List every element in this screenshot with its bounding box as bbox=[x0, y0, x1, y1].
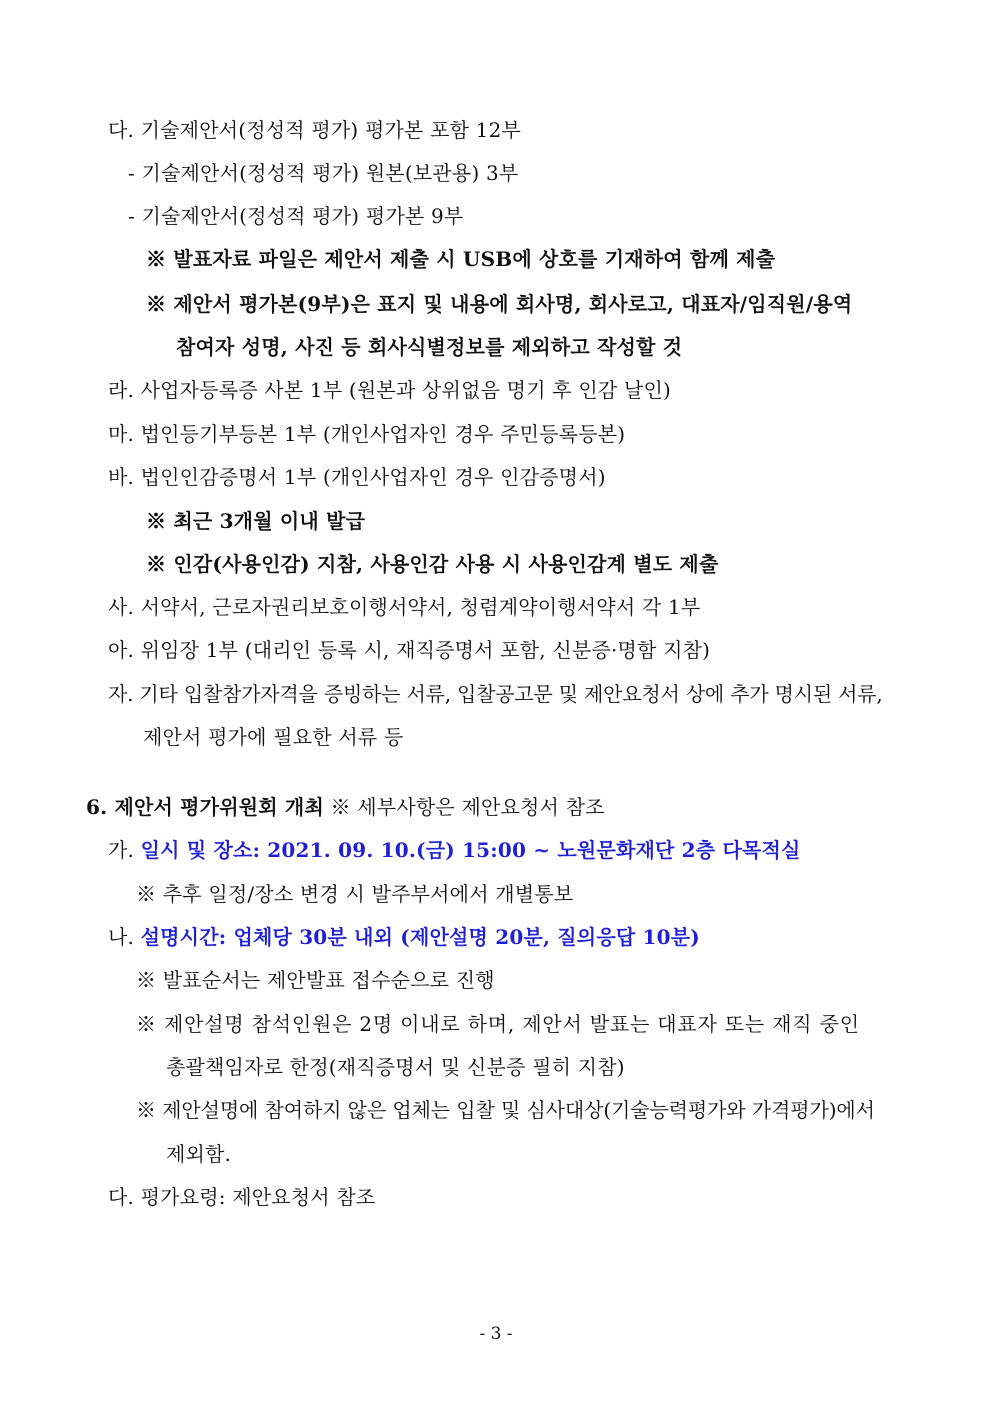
item-da-evaluation-guide: 다. 평가요령: 제안요청서 참조 bbox=[108, 1185, 376, 1209]
item-na-text: 설명시간: 업체당 30분 내외 (제안설명 20분, 질의응답 10분) bbox=[140, 925, 700, 949]
item-a-power-of-attorney: 아. 위임장 1부 (대리인 등록 시, 재직증명서 포함, 신분증·명함 지참) bbox=[108, 638, 711, 662]
item-ba-seal-certificate: 바. 법인인감증명서 1부 (개인사업자인 경우 인감증명서) bbox=[108, 465, 606, 489]
item-ga-text: 일시 및 장소: 2021. 09. 10.(금) 15:00 ~ 노원문화재단 2층 다목적실 bbox=[140, 838, 801, 862]
item-na-prefix: 나. bbox=[108, 925, 135, 949]
item-ja-other-documents: 자. 기타 입찰참가자격을 증빙하는 서류, 입찰공고문 및 제안요청서 상에 추가 명시된 서류, bbox=[108, 682, 883, 706]
note-non-participation-cont: 제외함. bbox=[166, 1142, 232, 1166]
note-usb-submission: ※ 발표자료 파일은 제안서 제출 시 USB에 상호를 기재하여 함께 제출 bbox=[146, 247, 776, 271]
item-da-technical-proposal: 다. 기술제안서(정성적 평가) 평가본 포함 12부 bbox=[108, 118, 522, 142]
item-sa-pledges: 사. 서약서, 근로자권리보호이행서약서, 청렴계약이행서약서 각 1부 bbox=[108, 595, 701, 619]
note-evaluation-copy-anonymity: ※ 제안서 평가본(9부)은 표지 및 내용에 회사명, 회사로고, 대표자/임직원/용역 bbox=[146, 292, 853, 316]
note-evaluation-copy-anonymity-cont: 참여자 성명, 사진 등 회사식별정보를 제외하고 작성할 것 bbox=[176, 335, 683, 359]
sub-item-original: - 기술제안서(정성적 평가) 원본(보관용) 3부 bbox=[128, 161, 519, 185]
item-ma-corporate-registry: 마. 법인등기부등본 1부 (개인사업자인 경우 주민등록등본) bbox=[108, 422, 626, 446]
note-seal-bring: ※ 인감(사용인감) 지참, 사용인감 사용 시 사용인감계 별도 제출 bbox=[146, 552, 719, 576]
section-6-note: ※ 세부사항은 제안요청서 참조 bbox=[330, 795, 605, 819]
note-attendees-cont: 총괄책임자로 한정(재직증명서 및 신분증 필히 지참) bbox=[166, 1055, 625, 1079]
section-6-title: 6. 제안서 평가위원회 개최 bbox=[86, 795, 324, 819]
note-recent-issue: ※ 최근 3개월 이내 발급 bbox=[146, 509, 366, 533]
item-na-presentation-time bbox=[108, 923, 700, 951]
note-attendees: ※ 제안설명 참석인원은 2명 이내로 하며, 제안서 발표는 대표자 또는 재직 중인 bbox=[136, 1012, 860, 1036]
item-ja-other-documents-cont: 제안서 평가에 필요한 서류 등 bbox=[143, 725, 404, 749]
item-ga-prefix: 가. bbox=[108, 838, 135, 862]
note-non-participation: ※ 제안설명에 참여하지 않은 업체는 입찰 및 심사대상(기술능력평가와 가격평가)에서 bbox=[136, 1098, 875, 1122]
sub-item-evaluation-copy: - 기술제안서(정성적 평가) 평가본 9부 bbox=[128, 204, 464, 228]
item-ga-date-place bbox=[108, 836, 801, 864]
item-ra-business-registration: 라. 사업자등록증 사본 1부 (원본과 상위없음 명기 후 인감 날인) bbox=[108, 378, 671, 402]
section-6-heading bbox=[86, 793, 605, 821]
note-schedule-change: ※ 추후 일정/장소 변경 시 발주부서에서 개별통보 bbox=[136, 882, 574, 906]
page-number: - 3 - bbox=[479, 1324, 513, 1344]
note-presentation-order: ※ 발표순서는 제안발표 접수순으로 진행 bbox=[136, 968, 495, 992]
